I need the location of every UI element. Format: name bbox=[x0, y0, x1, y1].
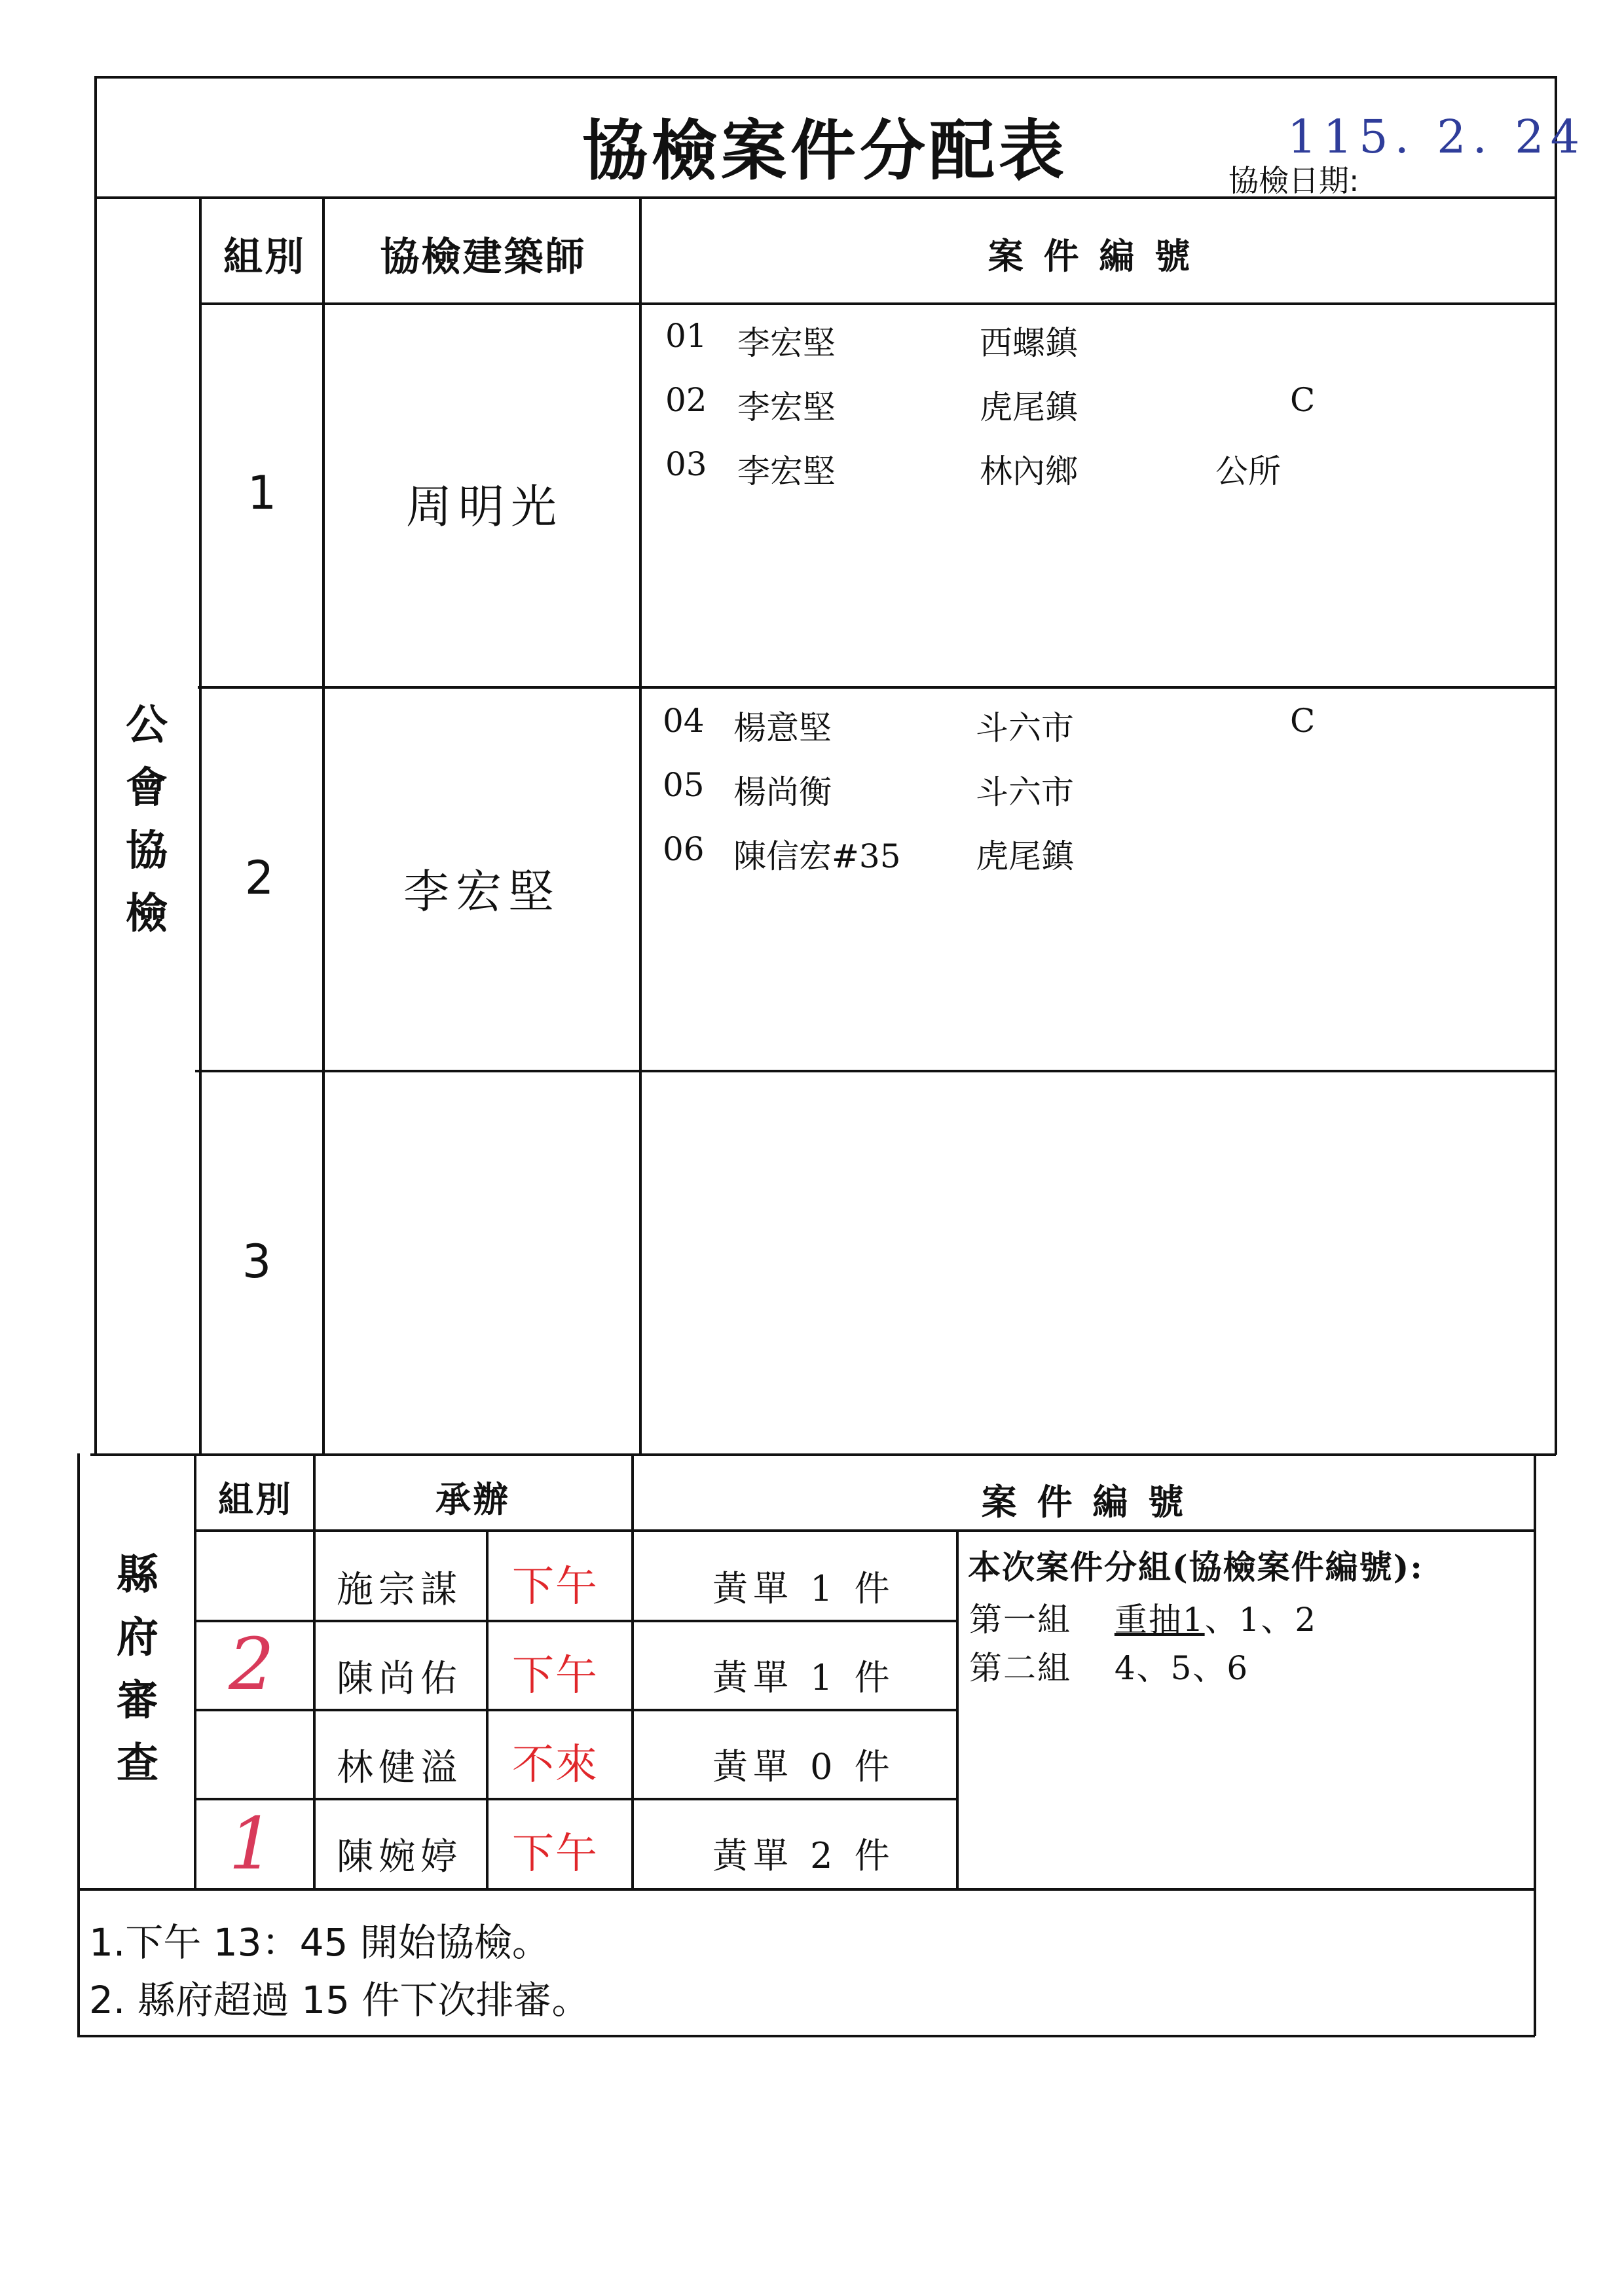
case-no: 05 bbox=[663, 766, 705, 804]
case-place: 斗六市 bbox=[976, 709, 1074, 747]
time-mark: 下午 bbox=[512, 1830, 599, 1878]
case-name: 李宏堅 bbox=[737, 388, 836, 426]
case-mark: 公所 bbox=[1215, 452, 1281, 490]
col-header-handler: 承辦 bbox=[435, 1479, 510, 1520]
association-side-label: 公會協檢 bbox=[126, 701, 168, 938]
group1-redraw: 重抽1 bbox=[1114, 1601, 1205, 1639]
note-start-time: 1.下午 13：45 開始協檢。 bbox=[89, 1920, 550, 1965]
group1-label: 第一組 bbox=[969, 1601, 1071, 1639]
handler-name: 陳尚佑 bbox=[337, 1658, 462, 1700]
time-mark: 下午 bbox=[512, 1652, 599, 1700]
col-header-cases: 案 件 編 號 bbox=[981, 1482, 1188, 1523]
date-stamp: 115. 2. 24 bbox=[1287, 110, 1587, 164]
yellow-slip-count: 黃單 1 件 bbox=[712, 1657, 895, 1698]
case-name: 李宏堅 bbox=[737, 452, 836, 490]
group-mark: 2 bbox=[229, 1622, 274, 1706]
yellow-slip-count: 黃單 1 件 bbox=[712, 1568, 895, 1609]
group2-cases: 4、5、6 bbox=[1114, 1649, 1249, 1687]
case-no: 02 bbox=[665, 381, 707, 419]
page-title: 協檢案件分配表 bbox=[582, 113, 1068, 189]
handler-name: 林健溢 bbox=[337, 1747, 462, 1789]
col-header-cases: 案 件 編 號 bbox=[987, 236, 1194, 277]
group-number: 3 bbox=[242, 1235, 272, 1288]
case-place: 西螺鎮 bbox=[980, 324, 1078, 362]
group-mark: 1 bbox=[229, 1802, 274, 1886]
col-header-group: 組別 bbox=[218, 1479, 293, 1520]
case-mark: C bbox=[1290, 702, 1316, 740]
handler-name: 施宗謀 bbox=[337, 1569, 462, 1611]
case-name: 陳信宏#35 bbox=[733, 837, 901, 875]
case-name: 楊尚衡 bbox=[733, 773, 832, 811]
time-mark: 不來 bbox=[512, 1741, 599, 1789]
case-no: 03 bbox=[665, 445, 707, 483]
yellow-slip-count: 黃單 0 件 bbox=[712, 1746, 895, 1787]
group-number: 2 bbox=[244, 851, 274, 905]
group-number: 1 bbox=[247, 466, 277, 520]
case-place: 虎尾鎮 bbox=[980, 388, 1078, 426]
case-name: 李宏堅 bbox=[737, 324, 836, 362]
case-mark: C bbox=[1290, 381, 1316, 419]
group-architect: 周明光 bbox=[406, 480, 563, 534]
col-header-architect: 協檢建築師 bbox=[380, 234, 587, 280]
case-no: 04 bbox=[663, 702, 705, 740]
case-no: 06 bbox=[663, 830, 705, 868]
case-place: 斗六市 bbox=[976, 773, 1074, 811]
grouping-heading: 本次案件分組(協檢案件編號): bbox=[968, 1548, 1424, 1586]
case-name: 楊意堅 bbox=[733, 709, 832, 747]
group2-label: 第二組 bbox=[969, 1649, 1071, 1687]
note-limit: 2. 縣府超過 15 件下次排審。 bbox=[89, 1978, 590, 2022]
case-no: 01 bbox=[665, 317, 707, 355]
yellow-slip-count: 黃單 2 件 bbox=[712, 1835, 895, 1876]
group-architect: 李宏堅 bbox=[403, 865, 561, 919]
group1-rest: 、1、2 bbox=[1204, 1601, 1318, 1639]
case-place: 虎尾鎮 bbox=[976, 837, 1074, 875]
county-side-label: 縣府審查 bbox=[117, 1551, 158, 1788]
col-header-group: 組別 bbox=[223, 234, 306, 280]
date-label: 協檢日期: bbox=[1228, 163, 1359, 198]
case-place: 林內鄉 bbox=[980, 452, 1078, 490]
time-mark: 下午 bbox=[512, 1563, 599, 1611]
handler-name: 陳婉婷 bbox=[337, 1836, 462, 1878]
